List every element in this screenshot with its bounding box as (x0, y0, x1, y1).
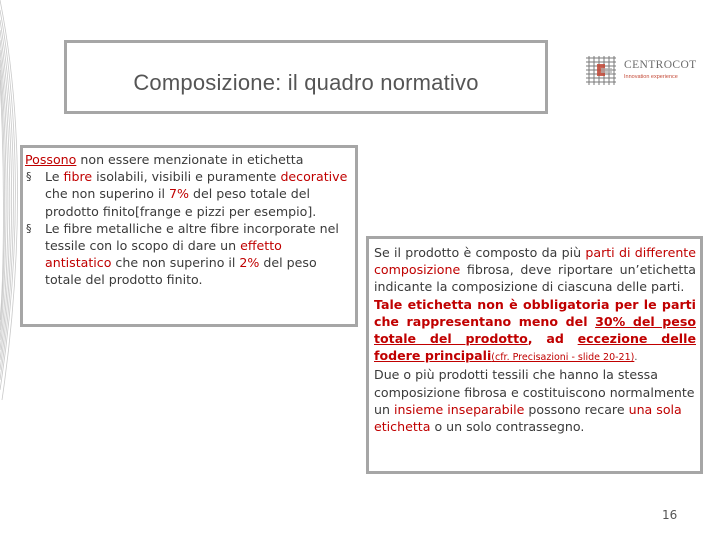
highlight-30-percent: 30% del peso totale del prodotto (374, 313, 697, 347)
text-run: , ad (527, 331, 578, 347)
highlight-linings: eccezione delle fodere principali (374, 331, 696, 364)
square-bullet-icon: § (26, 170, 32, 184)
text-run: fibrosa, deve riportare un’etichetta indicante la composizione di ciascuna delle parti. (374, 262, 696, 295)
bullet-item-metallic-fibres (25, 220, 351, 289)
left-bullet-list (25, 168, 351, 288)
text-run: Due o più prodotti tessili che hanno la stessa composizione fibrosa e costituiscono normalmente un (374, 367, 695, 417)
text-run: . (634, 352, 638, 364)
intro-lead: Possono (25, 152, 77, 167)
highlight-7-percent: 7% (168, 186, 189, 202)
logo-name: CENTROCOT (624, 59, 697, 71)
text-run: o un solo contrassegno. (430, 419, 585, 435)
text-run: del peso totale del prodotto finito[frange e pizzi per esempio]. (45, 186, 317, 219)
paragraph-label-exception (374, 296, 696, 367)
highlight-single-label: una sola etichetta (374, 401, 682, 435)
text-run: Se il prodotto è composto da più (374, 245, 586, 260)
highlight-antistatic: effetto antistatico (45, 238, 282, 271)
text-run: Le (45, 169, 64, 185)
text-run: Tale etichetta non è obbligatoria per le parti che rappresentano meno del (374, 296, 696, 329)
highlight-2-percent: 2% (239, 255, 260, 271)
cross-reference-link[interactable]: (cfr. Precisazioni - slide 20-21) (491, 352, 635, 364)
title-box (64, 40, 548, 114)
highlight-inseparable: insieme inseparabile (393, 401, 525, 417)
text-run: che non superino il (45, 186, 169, 202)
highlight-decorative: decorative (280, 169, 348, 185)
intro-line (25, 151, 351, 168)
highlight-different-parts: parti di differente composizione (374, 245, 696, 278)
paragraph-inseparable-set (374, 366, 696, 435)
highlight-fibre: fibre (63, 169, 93, 185)
logo-mark-icon (583, 54, 619, 88)
text-run: Le fibre metalliche e altre fibre incorporate nel tessile con lo scopo di dare un (45, 220, 339, 254)
text-run: possono recare (524, 401, 629, 417)
text-run: del peso totale del prodotto finito. (45, 255, 317, 288)
right-text-box (366, 236, 703, 474)
slide-title: Composizione: il quadro normativo (133, 70, 479, 95)
left-text-box (20, 145, 358, 327)
page-number: 16 (662, 508, 678, 522)
text-run: isolabili, visibili e puramente (92, 169, 281, 185)
logo-tagline: Innovation experience (624, 74, 678, 80)
square-bullet-icon: § (26, 221, 32, 235)
intro-rest: non essere menzionate in etichetta (76, 152, 304, 167)
paragraph-composite-product (374, 244, 696, 296)
centrocot-logo (583, 54, 697, 92)
text-run: che non superino il (111, 255, 240, 271)
bullet-item-decorative-fibres (25, 168, 351, 220)
